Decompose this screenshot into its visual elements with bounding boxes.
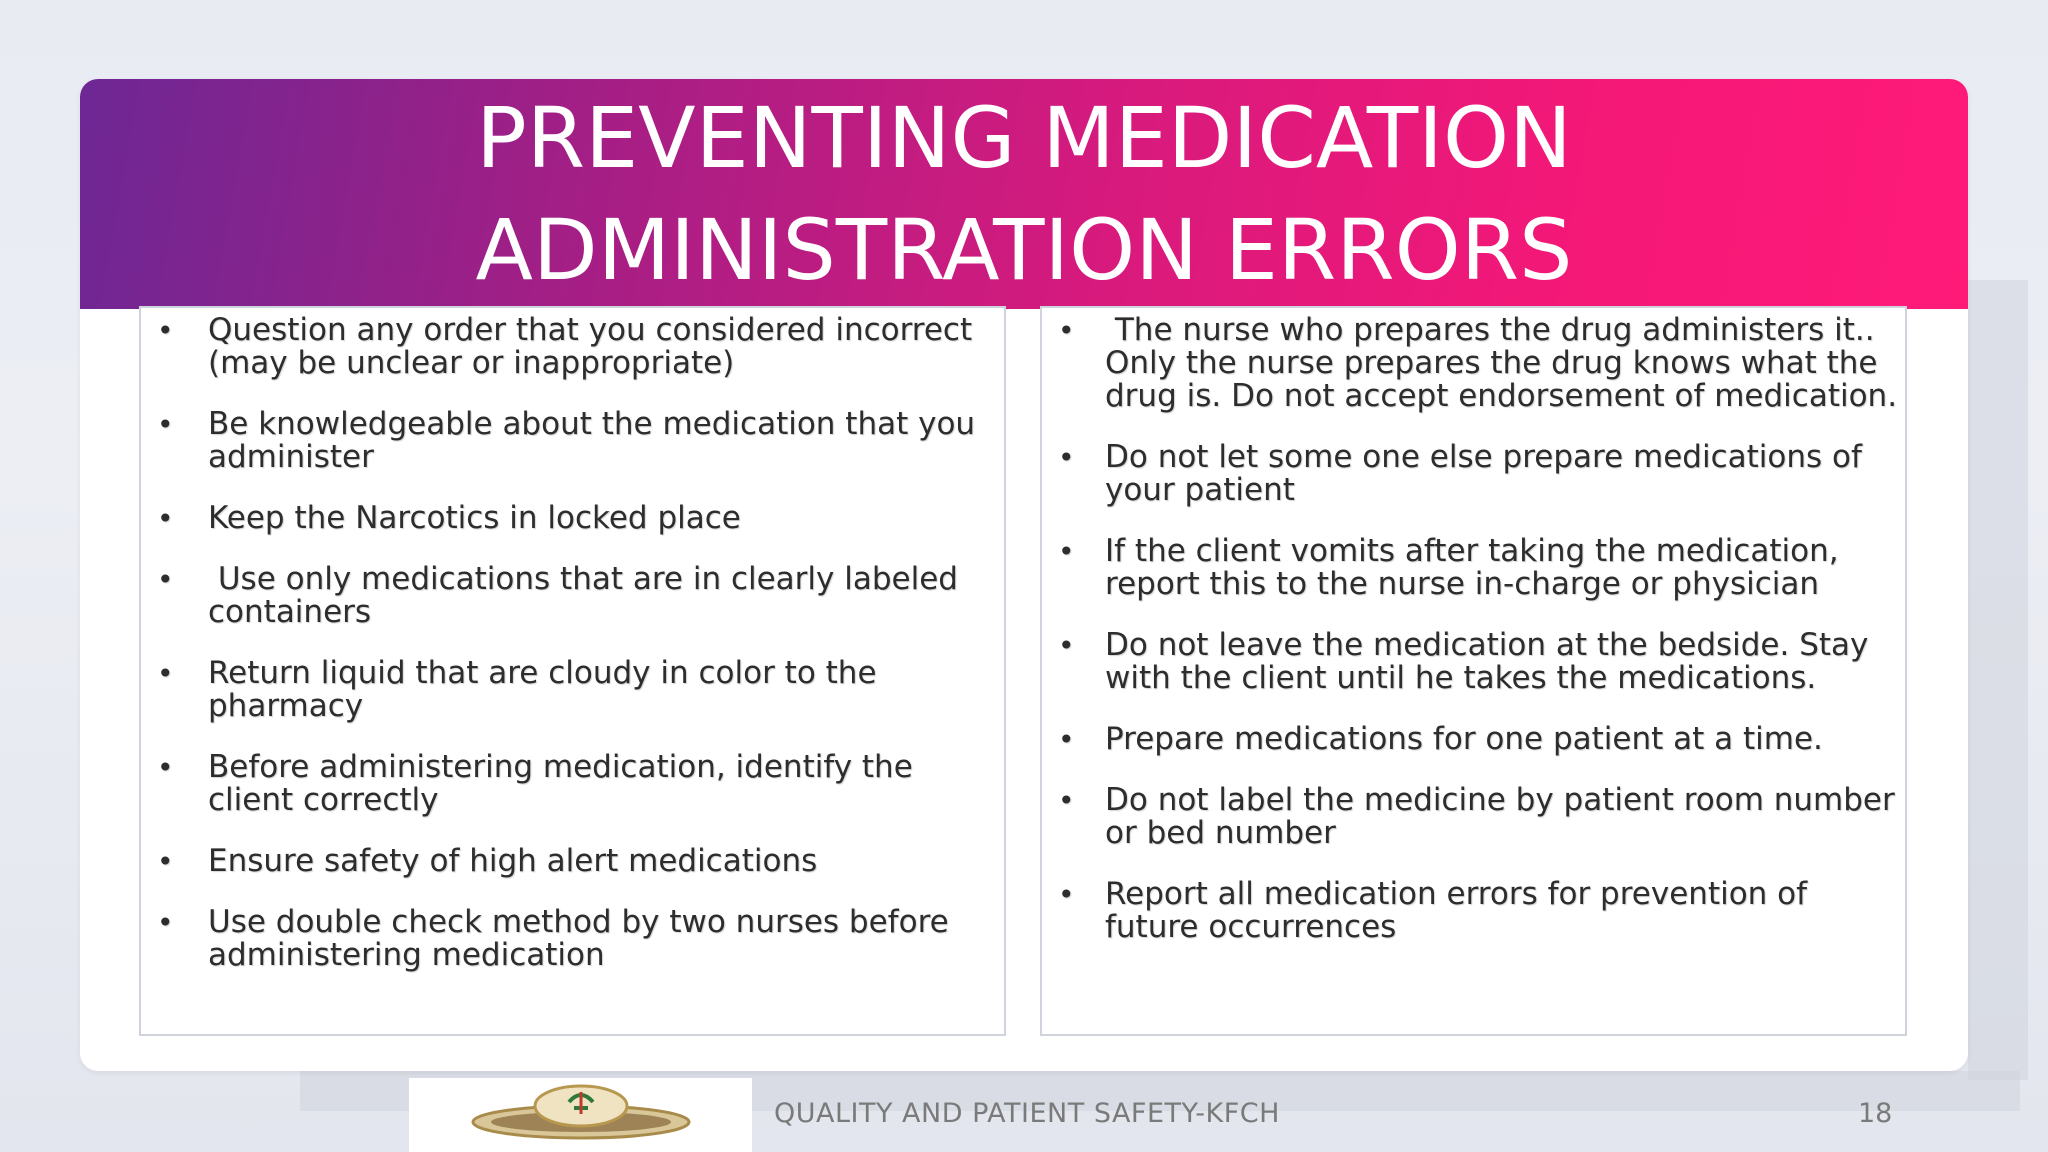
list-item-text: Prepare medications for one patient at a time. [1105,721,1823,757]
list-item-text: Use only medications that are in clearly labeled containers [208,561,968,630]
list-item-text: Return liquid that are cloudy in color to the pharmacy [208,655,877,724]
hospital-emblem-icon [466,1082,696,1148]
list-item [141,502,1004,535]
bullet-icon: • [157,906,174,939]
list-item [1042,441,1905,507]
list-item [1042,723,1905,756]
bullet-icon: • [1058,535,1075,568]
bullet-icon: • [1058,878,1075,911]
list-item [141,657,1004,723]
list-item [141,906,1004,972]
bullet-icon: • [157,751,174,784]
bullet-icon: • [157,314,174,347]
bullet-icon: • [157,563,174,596]
bullet-icon: • [157,502,174,535]
footer-logo [409,1078,752,1152]
list-item [141,563,1004,629]
slide-title-line-1: PREVENTING MEDICATION [476,89,1572,187]
list-item-text: Question any order that you considered incorrect (may be unclear or inappropriate) [208,312,973,381]
bullet-icon: • [1058,314,1075,347]
list-item-text: Be knowledgeable about the medication that you administer [208,406,976,475]
slide-title-line-2: ADMINISTRATION ERRORS [475,201,1573,299]
slide-card [80,79,1968,1071]
list-item-text: The nurse who prepares the drug administers it.. Only the nurse prepares the drug knows what the drug is. Do not accept endorsement of medication. [1105,312,1898,414]
bullet-icon: • [157,408,174,441]
list-item [141,314,1004,380]
list-item [1042,629,1905,695]
list-item-text: If the client vomits after taking the medication, report this to the nurse in-charge or physician [1105,533,1839,602]
bullet-icon: • [157,845,174,878]
right-content-box [1040,306,1907,1036]
list-item-text: Do not let some one else prepare medications of your patient [1105,439,1862,508]
title-banner [80,79,1968,309]
bullet-icon: • [157,657,174,690]
list-item-text: Keep the Narcotics in locked place [208,500,741,536]
left-content-box [139,306,1006,1036]
list-item [141,845,1004,878]
list-item-text: Do not label the medicine by patient room number or bed number [1105,782,1895,851]
bullet-icon: • [1058,441,1075,474]
list-item [1042,314,1905,413]
list-item [1042,784,1905,850]
bullet-icon: • [1058,723,1075,756]
left-bullet-list [141,308,1004,972]
list-item-text: Ensure safety of high alert medications [208,843,818,879]
bullet-icon: • [1058,784,1075,817]
list-item [1042,535,1905,601]
list-item-text: Report all medication errors for prevention of future occurrences [1105,876,1808,945]
background-shadow [1968,280,2028,1080]
list-item [141,751,1004,817]
list-item [141,408,1004,474]
bullet-icon: • [1058,629,1075,662]
list-item-text: Use double check method by two nurses before administering medication [208,904,949,973]
list-item-text: Do not leave the medication at the bedside. Stay with the client until he takes the medications. [1105,627,1869,696]
list-item-text: Before administering medication, identify the client correctly [208,749,913,818]
list-item [1042,878,1905,944]
page-number: 18 [1858,1098,1893,1129]
footer-text: QUALITY AND PATIENT SAFETY-KFCH [774,1098,1280,1129]
right-bullet-list [1042,308,1905,944]
